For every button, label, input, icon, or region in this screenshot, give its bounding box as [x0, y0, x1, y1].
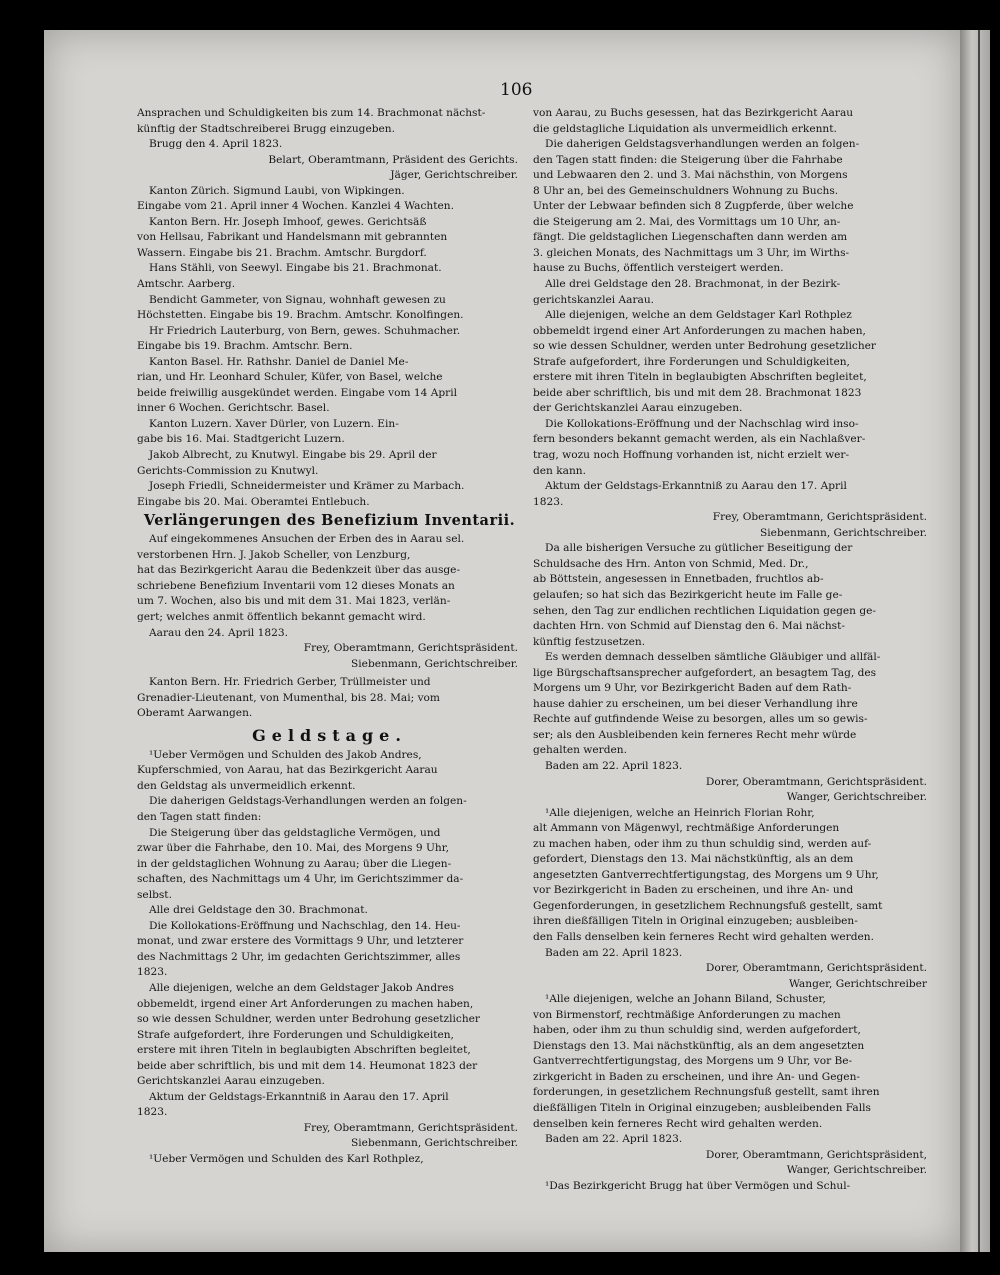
- text-line: Hans Stähli, von Seewyl. Eingabe bis 21. Brachmonat.: [149, 262, 442, 275]
- text-line: künftig festzusetzen.: [533, 635, 646, 648]
- text-line: künftig der Stadtschreiberei Brugg einzugeben.: [137, 122, 395, 135]
- text-line: Amtschr. Aarberg.: [137, 278, 236, 291]
- text-line: rian, und Hr. Leonhard Schuler, Küfer, von Basel, welche: [137, 371, 443, 384]
- text-line: beide aber schriftlich, bis und mit dem 28. Brachmonat 1823: [533, 386, 862, 399]
- text-line: Jakob Albrecht, zu Knutwyl. Eingabe bis 29. April der: [149, 449, 437, 462]
- text-line: von Aarau, zu Buchs gesessen, hat das Bezirkgericht Aarau: [533, 107, 854, 119]
- text-line: erstere mit ihren Titeln in beglaubigten Abschriften begleitet,: [533, 371, 867, 384]
- text-line: schaften, des Nachmittags um 4 Uhr, im Gerichtszimmer da-: [137, 873, 464, 886]
- text-line: Baden am 22. April 1823.: [545, 759, 683, 772]
- signature-line: Siebenmann, Gerichtschreiber.: [760, 526, 927, 539]
- signature-line: Jäger, Gerichtschreiber.: [390, 169, 518, 182]
- text-line: Baden am 22. April 1823.: [545, 1133, 683, 1146]
- text-line: verstorbenen Hrn. J. Jakob Scheller, von Lenzburg,: [137, 548, 411, 561]
- page-fold-edge: [978, 30, 980, 1252]
- text-line: obbemeldt, irgend einer Art Anforderungen zu machen haben,: [137, 997, 474, 1010]
- text-line: monat, und zwar erstere des Vormittags 9 Uhr, und letzterer: [137, 935, 464, 948]
- signature-line: Siebenmann, Gerichtschreiber.: [351, 1137, 518, 1150]
- text-line: denselben kein ferneres Recht wird gehalten werden.: [533, 1117, 823, 1130]
- signature-line: Frey, Oberamtmann, Gerichtspräsident.: [303, 642, 518, 655]
- text-line: beide aber schriftlich, bis und mit dem 14. Heumonat 1823 der: [137, 1059, 478, 1072]
- text-line: Joseph Friedli, Schneidermeister und Krämer zu Marbach.: [149, 480, 465, 493]
- signature-line: Belart, Oberamtmann, Präsident des Gerichts.: [268, 153, 518, 166]
- text-line: Brugg den 4. April 1823.: [149, 138, 283, 151]
- text-line: Gerichts-Commission zu Knutwyl.: [137, 464, 319, 477]
- text-line: 1823.: [137, 1106, 168, 1119]
- text-line: obbemeldt irgend einer Art Anforderungen zu machen haben,: [533, 324, 866, 337]
- text-line: der Gerichtskanzlei Aarau einzugeben.: [533, 402, 743, 415]
- text-line: gerichtskanzlei Aarau.: [533, 293, 655, 306]
- signature-line: Frey, Oberamtmann, Gerichtspräsident.: [303, 1121, 518, 1134]
- signature-line: Dorer, Oberamtmann, Gerichtspräsident.: [705, 775, 927, 788]
- text-line: Rechte auf gutfindende Weise zu besorgen, alles um so gewis-: [533, 713, 868, 726]
- left-text-column: [137, 106, 522, 1168]
- text-line: Aktum der Geldstags-Erkanntniß zu Aarau den 17. April: [545, 480, 847, 493]
- section-heading: Geldstage.: [252, 725, 407, 745]
- text-line: angesetzten Gantverrechtfertigungstag, des Morgens um 9 Uhr,: [533, 868, 879, 881]
- signature-line: Dorer, Oberamtmann, Gerichtspräsident.: [705, 962, 927, 975]
- text-line: dießfälligen Titeln in Original einzugeben; ausbleibenden Falls: [533, 1102, 871, 1114]
- text-line: Die daherigen Geldstagsverhandlungen werden an folgen-: [545, 138, 860, 151]
- text-line: selbst.: [137, 888, 172, 901]
- signature-line: Siebenmann, Gerichtschreiber.: [351, 657, 518, 670]
- text-line: schriebene Benefizium Inventarii vom 12 dieses Monats an: [137, 579, 455, 592]
- text-line: die geldstagliche Liquidation als unvermeidlich erkennt.: [533, 122, 837, 135]
- text-line: den Falls denselben kein ferneres Recht wird gehalten werden.: [533, 930, 874, 943]
- text-line: von Birmenstorf, rechtmäßige Anforderungen zu machen: [533, 1008, 841, 1021]
- text-line: Eingabe vom 21. April inner 4 Wochen. Kanzlei 4 Wachten.: [137, 200, 454, 213]
- text-line: Die Steigerung über das geldstagliche Vermögen, und: [149, 826, 441, 839]
- text-line: den Tagen statt finden:: [137, 810, 262, 823]
- text-line: Kanton Luzern. Xaver Dürler, von Luzern. Ein-: [149, 417, 399, 430]
- text-line: dachten Hrn. von Schmid auf Dienstag den 6. Mai nächst-: [533, 620, 845, 633]
- text-line: hause dahier zu erscheinen, um bei dieser Verhandlung ihre: [533, 697, 858, 710]
- page-number: 106: [500, 80, 533, 100]
- text-line: Höchstetten. Eingabe bis 19. Brachm. Amtschr. Konolfingen.: [137, 309, 464, 322]
- text-line: zu machen haben, oder ihm zu thun schuldig sind, werden auf-: [533, 837, 872, 850]
- text-line: Gerichtskanzlei Aarau einzugeben.: [137, 1075, 325, 1088]
- text-line: Hr Friedrich Lauterburg, von Bern, gewes. Schuhmacher.: [149, 324, 461, 337]
- text-line: Eingabe bis 19. Brachm. Amtschr. Bern.: [137, 340, 353, 353]
- text-line: hat das Bezirkgericht Aarau die Bedenkzeit über das ausge-: [137, 564, 461, 577]
- text-line: Gegenforderungen, in gesetzlichem Rechnungsfuß gestellt, samt: [533, 899, 883, 912]
- text-line: gert; welches anmit öffentlich bekannt gemacht wird.: [137, 610, 426, 623]
- right-text-column: [533, 106, 931, 1194]
- text-line: vor Bezirkgericht in Baden zu erscheinen, und ihre An- und: [533, 884, 854, 897]
- text-line: zwar über die Fahrhabe, den 10. Mai, des Morgens 9 Uhr,: [137, 842, 449, 855]
- text-line: Morgens um 9 Uhr, vor Bezirkgericht Baden auf dem Rath-: [533, 682, 852, 695]
- text-line: Auf eingekommenes Ansuchen der Erben des in Aarau sel.: [149, 533, 465, 546]
- text-line: 3. gleichen Monats, des Nachmittags um 3 Uhr, im Wirths-: [533, 246, 850, 259]
- text-line: inner 6 Wochen. Gerichtschr. Basel.: [137, 402, 330, 415]
- signature-line: Wanger, Gerichtschreiber.: [786, 1164, 927, 1177]
- text-line: Die daherigen Geldstags-Verhandlungen werden an folgen-: [149, 795, 467, 808]
- text-line: gelaufen; so hat sich das Bezirkgericht heute im Falle ge-: [533, 588, 843, 601]
- text-line: Aarau den 24. April 1823.: [149, 626, 288, 639]
- text-line: Ansprachen und Schuldigkeiten bis zum 14. Brachmonat nächst-: [137, 107, 486, 119]
- text-line: von Hellsau, Fabrikant und Handelsmann mit gebrannten: [137, 231, 448, 244]
- text-line: Dienstags den 13. Mai nächstkünftig, als an dem angesetzten: [533, 1039, 865, 1052]
- text-line: Es werden demnach desselben sämtliche Gläubiger und allfäl-: [545, 651, 881, 664]
- text-line: gabe bis 16. Mai. Stadtgericht Luzern.: [137, 433, 345, 446]
- text-line: sehen, den Tag zur endlichen rechtlichen Liquidation gegen ge-: [533, 604, 876, 617]
- text-line: Strafe aufgefordert, ihre Forderungen und Schuldigkeiten,: [533, 355, 850, 368]
- text-line: 1823.: [137, 966, 168, 979]
- text-line: ¹Das Bezirkgericht Brugg hat über Vermögen und Schul-: [545, 1179, 851, 1192]
- text-line: ser; als den Ausbleibenden kein ferneres Recht mehr würde: [533, 728, 857, 741]
- text-line: Grenadier-Lieutenant, von Mumenthal, bis 28. Mai; vom: [137, 691, 440, 704]
- text-line: ¹Alle diejenigen, welche an Heinrich Florian Rohr,: [545, 806, 815, 819]
- text-line: ¹Alle diejenigen, welche an Johann Biland, Schuster,: [545, 993, 826, 1006]
- text-line: Oberamt Aarwangen.: [137, 707, 253, 720]
- text-line: ihren dießfälligen Titeln in Original einzugeben; ausbleiben-: [533, 915, 858, 928]
- text-line: forderungen, in gesetzlichem Rechnungsfuß gestellt, samt ihren: [533, 1086, 880, 1099]
- text-line: ab Böttstein, angesessen in Ennetbaden, fruchtlos ab-: [533, 573, 824, 586]
- text-line: Alle drei Geldstage den 30. Brachmonat.: [149, 904, 368, 917]
- text-line: Da alle bisherigen Versuche zu gütlicher Beseitigung der: [545, 542, 853, 555]
- text-line: Die Kollokations-Eröffnung und Nachschlag, den 14. Heu-: [149, 919, 461, 932]
- text-line: trag, wozu noch Hoffnung vorhanden ist, nicht erzielt wer-: [533, 449, 850, 462]
- text-line: zirkgericht in Baden zu erscheinen, und ihre An- und Gegen-: [533, 1070, 860, 1083]
- signature-line: Wanger, Gerichtschreiber.: [786, 791, 927, 804]
- text-line: Baden am 22. April 1823.: [545, 946, 683, 959]
- text-line: Schuldsache des Hrn. Anton von Schmid, Med. Dr.,: [533, 557, 809, 570]
- signature-line: Frey, Oberamtmann, Gerichtspräsident.: [712, 511, 927, 524]
- text-line: Kanton Bern. Hr. Friedrich Gerber, Trüllmeister und: [149, 676, 431, 689]
- text-line: den kann.: [533, 464, 586, 477]
- text-line: Aktum der Geldstags-Erkanntniß in Aarau den 17. April: [149, 1090, 449, 1103]
- text-line: Kanton Basel. Hr. Rathshr. Daniel de Daniel Me-: [149, 355, 409, 368]
- text-line: gefordert, Dienstags den 13. Mai nächstkünftig, als an dem: [533, 853, 854, 866]
- text-line: erstere mit ihren Titeln in beglaubigten Abschriften begleitet,: [137, 1044, 471, 1057]
- text-line: fängt. Die geldstaglichen Liegenschaften dann werden am: [533, 231, 848, 244]
- signature-line: Wanger, Gerichtschreiber: [788, 977, 927, 990]
- section-heading: Verlängerungen des Benefizium Inventarii.: [143, 512, 516, 530]
- text-line: 8 Uhr an, bei des Gemeinschuldners Wohnung zu Buchs.: [533, 184, 839, 197]
- text-line: fern besonders bekannt gemacht werden, als ein Nachlaßver-: [533, 433, 866, 446]
- text-line: Gantverrechtfertigungstag, des Morgens um 9 Uhr, vor Be-: [533, 1055, 853, 1068]
- text-line: Die Kollokations-Eröffnung und der Nachschlag wird inso-: [545, 417, 859, 430]
- text-line: Bendicht Gammeter, von Signau, wohnhaft gewesen zu: [149, 293, 446, 306]
- text-line: gehalten werden.: [533, 744, 627, 757]
- text-line: Alle drei Geldstage den 28. Brachmonat, in der Bezirk-: [545, 278, 841, 291]
- text-line: den Geldstag als unvermeidlich erkennt.: [137, 779, 356, 792]
- text-line: so wie dessen Schuldner, werden unter Bedrohung gesetzlicher: [137, 1013, 480, 1026]
- text-line: Alle diejenigen, welche an dem Geldstager Karl Rothplez: [545, 309, 852, 322]
- text-line: lige Bürgschaftsansprecher aufgefordert, an besagtem Tag, des: [533, 666, 877, 679]
- text-line: ¹Ueber Vermögen und Schulden des Jakob Andres,: [149, 748, 422, 761]
- signature-line: Dorer, Oberamtmann, Gerichtspräsident,: [705, 1148, 927, 1161]
- text-line: alt Ammann von Mägenwyl, rechtmäßige Anforderungen: [533, 822, 840, 835]
- text-line: die Steigerung am 2. Mai, des Vormittags um 10 Uhr, an-: [533, 215, 841, 228]
- text-line: so wie dessen Schuldner, werden unter Bedrohung gesetzlicher: [533, 340, 876, 353]
- text-line: Alle diejenigen, welche an dem Geldstager Jakob Andres: [149, 981, 454, 994]
- text-line: um 7. Wochen, also bis und mit dem 31. Mai 1823, verlän-: [137, 595, 451, 608]
- text-line: ¹Ueber Vermögen und Schulden des Karl Rothplez,: [149, 1153, 424, 1165]
- text-line: Kanton Zürich. Sigmund Laubi, von Wipkingen.: [149, 184, 405, 197]
- text-line: in der geldstaglichen Wohnung zu Aarau; über die Liegen-: [137, 857, 452, 870]
- text-line: des Nachmittags 2 Uhr, im gedachten Gerichtszimmer, alles: [137, 950, 461, 963]
- text-line: Wassern. Eingabe bis 21. Brachm. Amtschr. Burgdorf.: [137, 246, 427, 259]
- text-line: Strafe aufgefordert, ihre Forderungen und Schuldigkeiten,: [137, 1028, 454, 1041]
- page-fold: [960, 30, 990, 1252]
- text-line: Kupferschmied, von Aarau, hat das Bezirkgericht Aarau: [137, 764, 438, 777]
- text-line: Kanton Bern. Hr. Joseph Imhoof, gewes. Gerichtsäß: [149, 215, 427, 228]
- text-line: 1823.: [533, 495, 564, 508]
- text-line: beide freiwillig ausgekündet werden. Eingabe vom 14 April: [137, 386, 458, 399]
- text-line: haben, oder ihm zu thun schuldig sind, werden aufgefordert,: [533, 1024, 861, 1037]
- text-line: Eingabe bis 20. Mai. Oberamtei Entlebuch.: [137, 495, 370, 508]
- text-line: den Tagen statt finden: die Steigerung über die Fahrhabe: [533, 153, 843, 166]
- text-line: Unter der Lebwaar befinden sich 8 Zugpferde, über welche: [533, 200, 854, 213]
- text-line: hause zu Buchs, öffentlich versteigert werden.: [533, 262, 784, 275]
- text-line: und Lebwaaren den 2. und 3. Mai nächsthin, von Morgens: [533, 169, 848, 182]
